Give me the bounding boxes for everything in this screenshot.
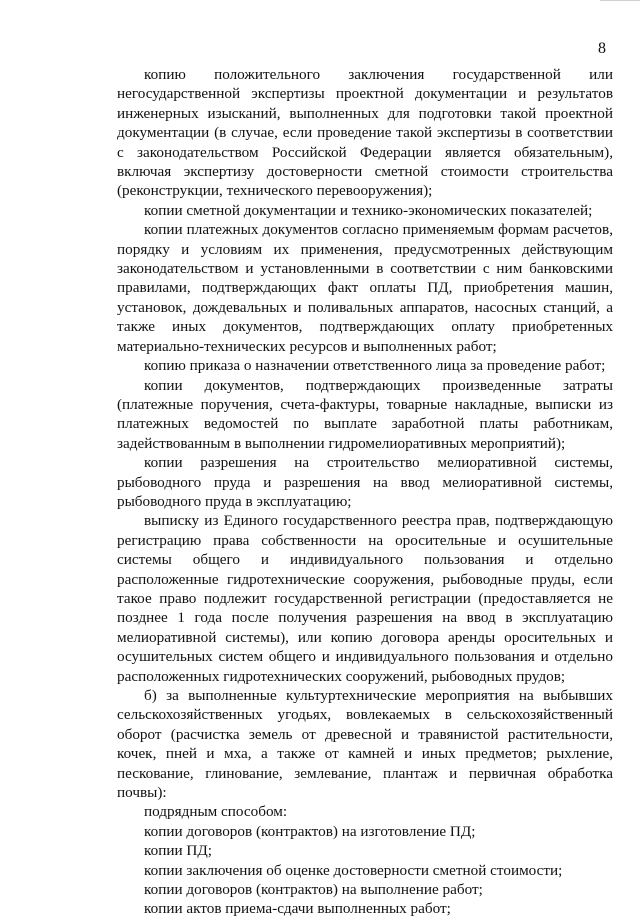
paragraph-expense-documents: копии документов, подтверждающих произведенные затраты (платежные поручения, счета-фактуры, товарные накладные, выписки из платежных ведомостей по выплате заработной платы работникам, задействованным в выполнении гидромелиоративных мероприятий); xyxy=(117,376,613,452)
paragraph-responsible-person-order: копию приказа о назначении ответственного лица за проведение работ; xyxy=(144,357,606,375)
paragraph-pd-contracts: копии договоров (контрактов) на изготовление ПД; xyxy=(144,822,476,840)
paragraph-contract-method: подрядным способом: xyxy=(144,803,288,821)
paragraph-pd-copies: копии ПД; xyxy=(144,842,212,860)
paragraph-cost-assessment: копии заключения об оценке достоверности сметной стоимости; xyxy=(144,861,563,879)
paragraph-construction-permits: копии разрешения на строительство мелиоративной системы, рыбоводного пруда и разрешения на ввод мелиоративной системы, рыбоводного пруда в эксплуатацию; xyxy=(117,454,613,510)
page-number: 8 xyxy=(598,40,606,57)
paragraph-acceptance-acts: копии актов приема-сдачи выполненных работ; xyxy=(144,900,451,918)
paragraph-cultural-technical-measures: б) за выполненные культуртехнические мероприятия на выбывших сельскохозяйственных угодьях, вовлекаемых в сельскохозяйственный оборот (расчистка земель от древесной и травянистой растительности, кочек, пней и мха, а также от камней и иных предметов; рыхление, пескование, глинование, землевание, плантаж и первичная обработка почвы): xyxy=(117,687,613,802)
paragraph-registry-extract: выписку из Единого государственного реестра прав, подтверждающую регистрацию права собственности на оросительные и осушительные системы общего и индивидуального пользования и отдельно расположенные гидротехнические сооружения, рыбоводные пруды, если такое право подлежит государственной регистрации (предоставляется не позднее 1 года после получения разрешения на ввод в эксплуатацию мелиоративной системы), или копию договора аренды оросительных и осушительных систем общего и индивидуального пользования и отдельно расположенных гидротехнических сооружений, рыбоводных прудов; xyxy=(117,512,613,685)
paragraph-work-contracts: копии договоров (контрактов) на выполнение работ; xyxy=(144,881,483,899)
document-body xyxy=(117,65,613,919)
scan-edge-line xyxy=(600,0,640,1)
paragraph-expertise-conclusion: копию положительного заключения государственной или негосударственной экспертизы проектной документации и результатов инженерных изысканий, выполненных для подготовки такой проектной документации (в случае, если проведение такой экспертизы в соответствии с законодательством Российской Федерации является обязательным), включая экспертизу достоверности сметной стоимости строительства (реконструкции, технического перевооружения); xyxy=(117,66,613,200)
paragraph-estimate-documentation: копии сметной документации и технико-экономических показателей; xyxy=(144,201,593,219)
paragraph-payment-documents: копии платежных документов согласно применяемым формам расчетов, порядку и условиям их применения, предусмотренных действующим законодательством и установленными в соответствии с ним банковскими правилами, подтверждающих факт оплаты ПД, приобретения машин, установок, дождевальных и поливальных аппаратов, насосных станций, а также иных документов, подтверждающих оплату приобретенных материально-технических ресурсов и выполненных работ; xyxy=(117,221,613,355)
